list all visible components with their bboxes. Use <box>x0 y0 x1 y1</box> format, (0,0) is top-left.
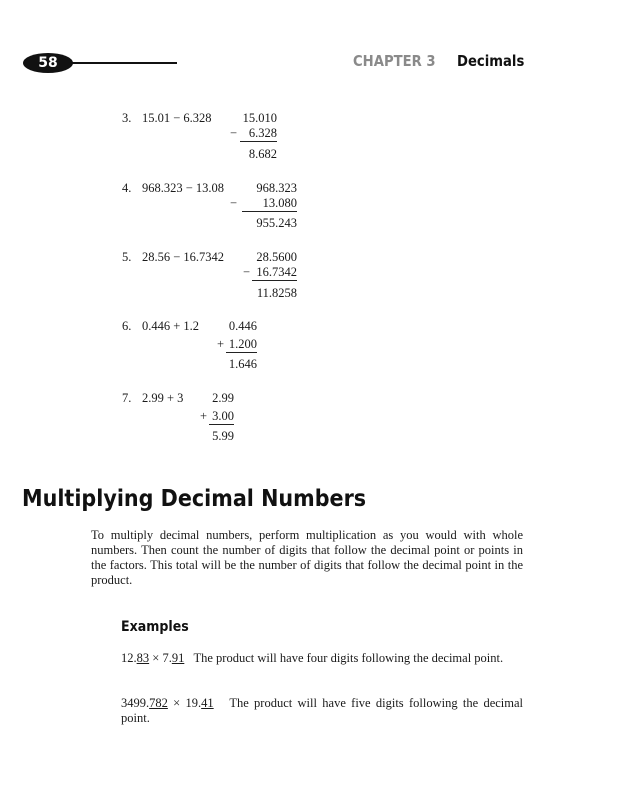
problem-result: 11.8258 <box>256 286 297 300</box>
example-text: The product will have five digits following the decimal point. <box>121 696 524 725</box>
problem-bottom-number: 16.7342 <box>252 264 297 281</box>
times-sign: × <box>152 651 160 665</box>
section-paragraph: To multiply decimal numbers, perform multiplication as you would with whole numbers. Then count the number of digits that follow the decimal point or points in the factors. This total will be the number of digits that follow the decimal point in the product. <box>91 528 523 587</box>
problem-label: 5. <box>122 250 132 264</box>
factor-2-decimal: 41 <box>201 696 214 710</box>
problem-expression: 968.323 − 13.08 <box>142 181 225 195</box>
page-number-badge: 58 <box>23 53 73 73</box>
problem-operator: + <box>217 337 225 351</box>
problem-bottom-number: 3.00 <box>209 408 234 425</box>
examples-label: Examples <box>121 619 189 635</box>
header-rule <box>70 62 177 64</box>
section-heading: Multiplying Decimal Numbers <box>22 486 367 512</box>
problem-expression: 0.446 + 1.2 <box>142 319 200 333</box>
problem-bottom-number: 13.080 <box>242 195 297 212</box>
factor-2-decimal: 91 <box>171 651 185 665</box>
problem-operator: − <box>230 196 238 210</box>
problem-label: 7. <box>122 391 132 405</box>
example-item <box>121 651 523 666</box>
problem-result: 1.646 <box>228 357 257 371</box>
problem-expression: 15.01 − 6.328 <box>142 111 212 125</box>
problem-result: 955.243 <box>256 216 297 230</box>
problem-top-number: 2.99 <box>212 391 234 405</box>
factor-1-decimal: 83 <box>136 651 150 665</box>
times-sign: × <box>173 696 181 710</box>
factor-1-integer: 12. <box>121 651 137 665</box>
example-item <box>121 696 523 726</box>
problem-top-number: 0.446 <box>228 319 257 333</box>
problem-top-number: 28.5600 <box>256 250 297 264</box>
example-text: The product will have four digits following the decimal point. <box>193 651 504 665</box>
problem-expression: 2.99 + 3 <box>142 391 184 405</box>
factor-2-integer: 19. <box>185 696 202 710</box>
problem-operator: − <box>243 265 251 279</box>
problem-top-number: 15.010 <box>242 111 277 125</box>
chapter-title: Decimals <box>457 52 525 70</box>
problem-operator: − <box>230 126 238 140</box>
problem-result: 8.682 <box>248 147 277 161</box>
problem-label: 6. <box>122 319 132 333</box>
factor-2-integer: 7. <box>162 651 172 665</box>
factor-1-integer: 3499. <box>121 696 150 710</box>
factor-1-decimal: 782 <box>149 696 168 710</box>
problem-bottom-number: 6.328 <box>240 125 277 142</box>
problem-top-number: 968.323 <box>256 181 297 195</box>
problem-result: 5.99 <box>212 429 234 443</box>
problem-operator: + <box>200 409 208 423</box>
problem-expression: 28.56 − 16.7342 <box>142 250 225 264</box>
problem-label: 3. <box>122 111 132 125</box>
chapter-label: CHAPTER 3 <box>353 52 436 70</box>
problem-bottom-number: 1.200 <box>226 336 257 353</box>
problem-label: 4. <box>122 181 132 195</box>
